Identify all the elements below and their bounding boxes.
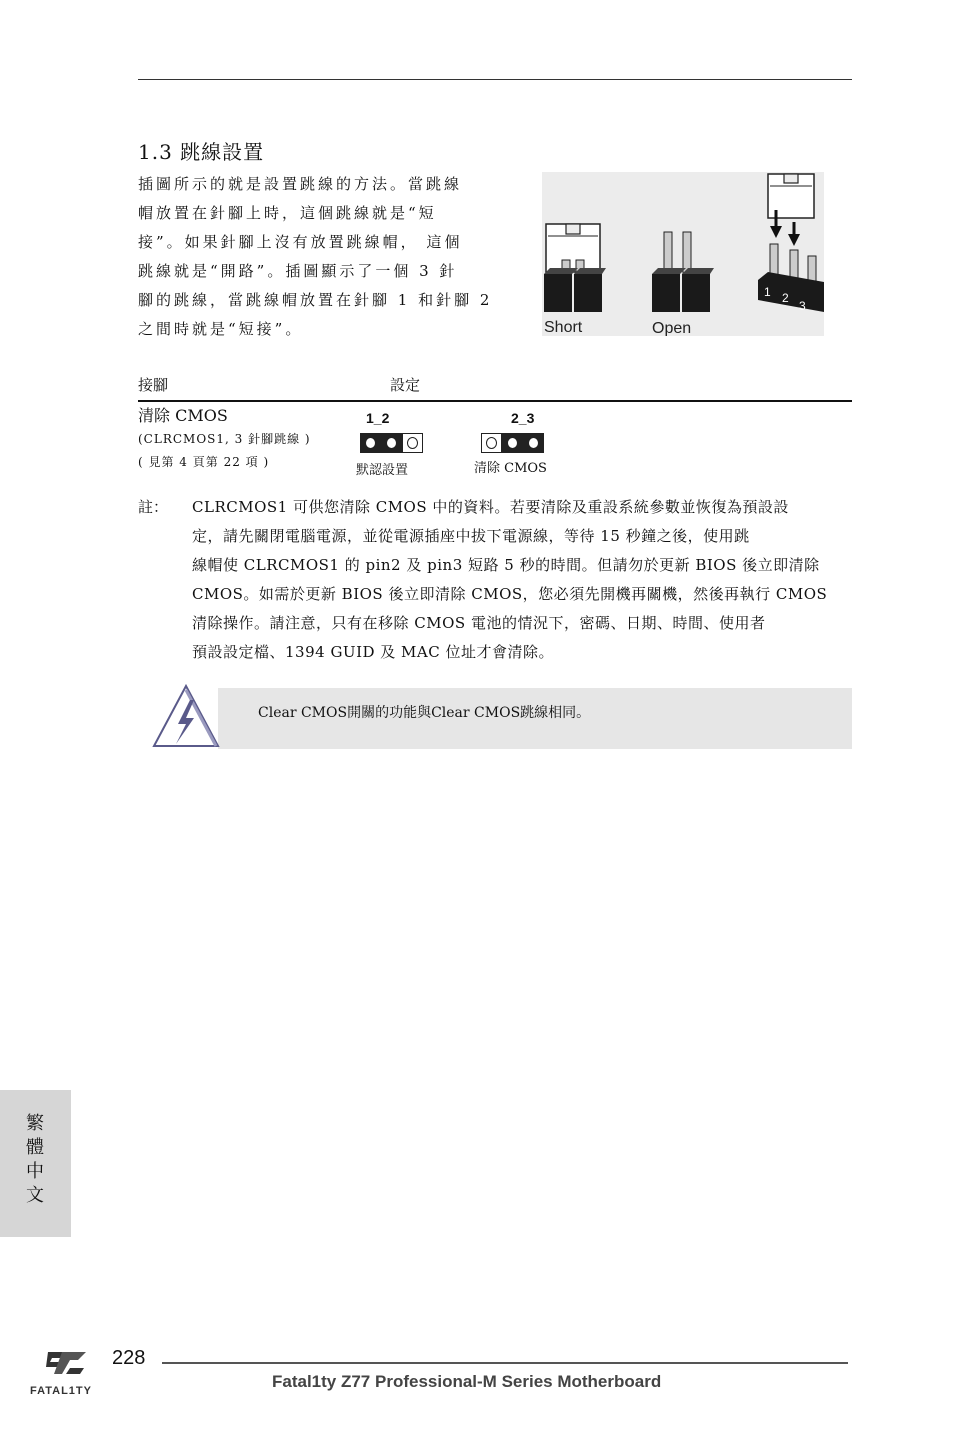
intro-line: 腳的跳線，當跳線帽放置在針腳 1 和針腳 2 (138, 291, 493, 309)
jumper-illustration (542, 172, 824, 336)
note-label: 註： (138, 498, 169, 516)
note-line: 清除操作。請注意，只有在移除 CMOS 電池的情況下，密碼、日期、時間、使用者 (192, 614, 766, 632)
three-pin-jumper-graphic (758, 174, 824, 313)
side-tab-char: 中 (26, 1161, 44, 1182)
note-line: 預設設定檔、1394 GUID 及 MAC 位址才會清除。 (192, 643, 554, 661)
intro-line: 插圖所示的就是設置跳線的方法。當跳線 (138, 175, 463, 193)
note-line: CLRCMOS1 可供您清除 CMOS 中的資料。若要清除及重設系統參數並恢復為預設設 (192, 498, 789, 516)
pin-number-1: 1 (764, 285, 771, 299)
short-label: Short (544, 319, 583, 336)
fatal1ty-logo (30, 1348, 106, 1402)
jumper-reference: ( 見第 4 頁第 22 項 ) (138, 455, 270, 469)
table-divider (138, 400, 852, 402)
language-side-label (22, 1112, 48, 1208)
setting-1-2-caption: 默認設置 (356, 463, 409, 478)
side-tab-char: 繁 (26, 1113, 44, 1134)
pin-shorted (381, 433, 402, 453)
logo-text: FATAL1TY (30, 1385, 92, 1397)
setting-1-2-label: 1_2 (366, 410, 390, 426)
pin-number-3: 3 (799, 299, 806, 313)
note-line: 定，請先關閉電腦電源，並從電源插座中拔下電源線，等待 15 秒鐘之後，使用跳 (192, 527, 750, 545)
pin-open (481, 433, 502, 453)
intro-line: 之間時就是“短接”。 (138, 320, 304, 338)
pin-shorted (523, 433, 544, 453)
page-number: 228 (112, 1347, 146, 1369)
intro-line: 跳線就是“開路”。插圖顯示了一個 3 針 (138, 262, 458, 280)
note-line: 線帽使 CLRCMOS1 的 pin2 及 pin3 短路 5 秒的時間。但請勿於更新 BIOS 後立即清除 (192, 556, 820, 574)
section-title: 1.3 跳線設置 (138, 140, 265, 164)
pin-diagram-1-2 (360, 433, 423, 453)
intro-line: 接”。如果針腳上沒有放置跳線帽， 這個 (138, 233, 463, 251)
setting-2-3-label: 2_3 (511, 410, 535, 426)
warning-text: Clear CMOS開關的功能與Clear CMOS跳線相同。 (258, 705, 591, 721)
jumper-subtitle: (CLRCMOS1, 3 針腳跳線 ) (138, 432, 311, 446)
open-label: Open (652, 320, 692, 336)
table-header-setting: 設定 (390, 376, 421, 394)
setting-2-3-caption: 清除 CMOS (474, 461, 547, 476)
pin-shorted (502, 433, 523, 453)
open-jumper-graphic (652, 232, 714, 312)
side-tab-char: 體 (26, 1137, 44, 1158)
pin-number-2: 2 (782, 291, 789, 305)
jumper-drawing (542, 172, 824, 336)
intro-paragraph (138, 170, 500, 344)
note-paragraph (192, 493, 854, 667)
footer-divider (162, 1362, 848, 1364)
intro-line: 帽放置在針腳上時，這個跳線就是“短 (138, 204, 437, 222)
pin-open (402, 433, 423, 453)
jumper-name: 清除 CMOS (138, 406, 228, 425)
note-line: CMOS。如需於更新 BIOS 後立即清除 CMOS，您必須先開機再關機，然後再執行 CMOS (192, 585, 828, 603)
pin-diagram-2-3 (481, 433, 544, 453)
pin-shorted (360, 433, 381, 453)
top-divider (138, 79, 852, 80)
table-header-jumper: 接腳 (138, 376, 169, 394)
side-tab-char: 文 (26, 1185, 44, 1206)
warning-lightning-icon (150, 684, 220, 754)
short-jumper-graphic (544, 224, 606, 312)
footer-title: Fatal1ty Z77 Professional-M Series Motherboard (272, 1372, 662, 1391)
